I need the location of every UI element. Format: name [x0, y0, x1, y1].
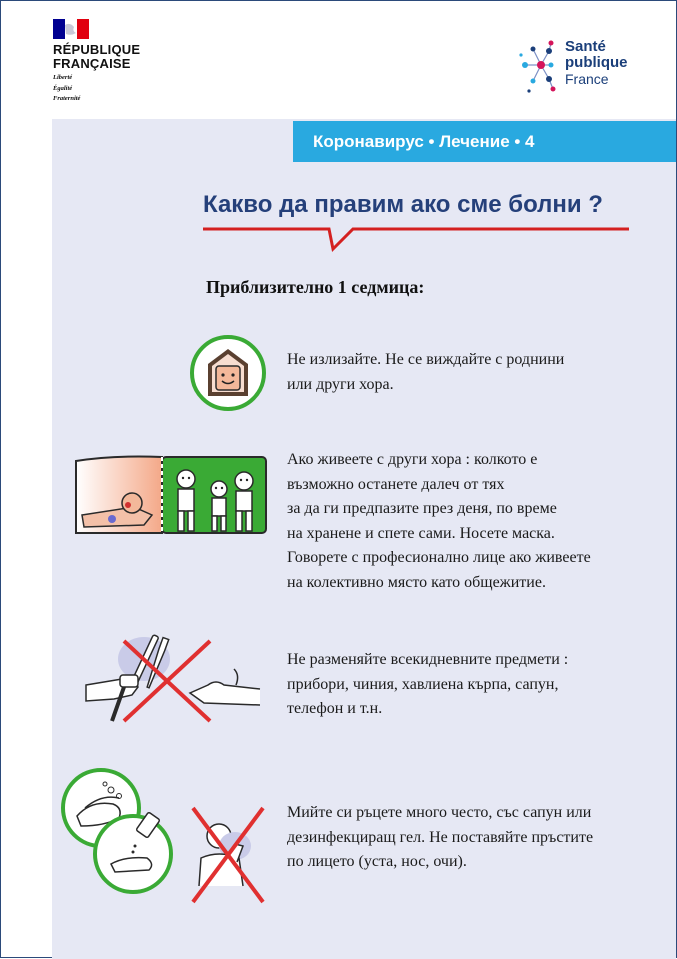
instruction-wash-hands	[287, 801, 593, 875]
instruction-stay-home	[287, 348, 564, 397]
text-line: за да ги предпазите през деня, по време	[287, 500, 557, 517]
text-line: възможно останете далеч от тях	[287, 475, 505, 493]
instruction-no-sharing	[287, 648, 568, 722]
text-line: по лицето (уста, нос, очи).	[287, 853, 467, 870]
text-line: Не излизайте. Не се виждайте с роднини	[287, 351, 565, 368]
isolation-room-icon	[74, 453, 268, 541]
text-line: Говорете с професионално лице ако живеете	[287, 549, 591, 566]
text-line: Ако живеете с други хора : колкото е	[287, 451, 538, 468]
instruction-isolate	[287, 448, 591, 595]
speech-bubble-underline	[201, 223, 631, 253]
hand-washing-icon	[61, 766, 271, 906]
republique-name-line-1: RÉPUBLIQUE	[53, 42, 141, 57]
text-line: Не разменяйте всекидневните предмети :	[287, 651, 569, 668]
text-line: дезинфекциращ гел. Не поставяйте пръстите	[287, 828, 594, 846]
agency-name-line-2: publique	[565, 54, 628, 71]
network-dots-icon	[517, 35, 565, 99]
agency-name-line-3: France	[565, 71, 609, 87]
duration-subtitle: Приблизително 1 седмица:	[206, 277, 425, 297]
text-line: на колективно място като общежитие.	[287, 573, 546, 591]
motto-fraternite: Fraternité	[53, 95, 81, 102]
agency-name-line-1: Santé	[565, 38, 606, 55]
motto-egalite: Égalité	[53, 84, 73, 92]
text-line: или други хора.	[287, 375, 394, 393]
marianne-flag-icon	[53, 19, 89, 39]
text-line: прибори, чиния, хавлиена кърпа, сапун,	[287, 675, 559, 693]
page-title: Какво да правим ако сме болни ?	[203, 191, 603, 218]
header	[1, 1, 676, 119]
motto-liberte: Liberté	[53, 74, 73, 81]
text-line: на хранене и спете сами. Носете маска.	[287, 524, 555, 542]
republique-francaise-logo	[53, 19, 140, 103]
topic-banner: Коронавирус • Лечение • 4	[293, 121, 676, 162]
no-sharing-objects-icon	[84, 629, 266, 725]
republique-name-line-2: FRANÇAISE	[53, 56, 131, 71]
stay-home-icon	[189, 334, 267, 412]
text-line: Мийте си ръцете много често, със сапун или	[287, 804, 592, 821]
text-line: телефон и т.н.	[287, 700, 383, 717]
sante-publique-france-logo	[517, 35, 647, 99]
